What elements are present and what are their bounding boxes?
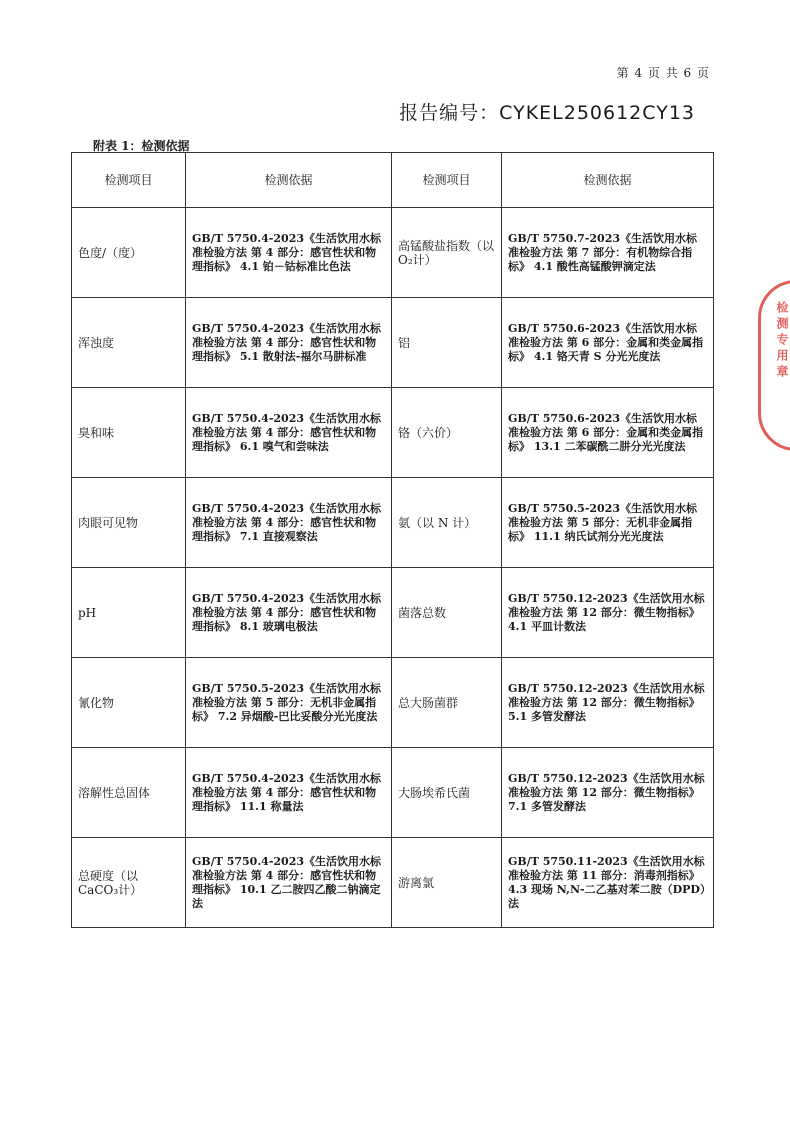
test-basis: GB/T 5750.6-2023《生活饮用水标准检验方法 第 6 部分：金属和类金属指标》 4.1 铬天青 S 分光光度法 (502, 298, 714, 388)
test-item: 游离氯 (392, 838, 502, 928)
table-row (72, 658, 714, 748)
column-header: 检测依据 (186, 153, 392, 208)
test-basis: GB/T 5750.6-2023《生活饮用水标准检验方法 第 6 部分：金属和类金属指标》 13.1 二苯碳酰二肼分光光度法 (502, 388, 714, 478)
table-row (72, 208, 714, 298)
detection-basis-table (71, 152, 714, 928)
test-basis: GB/T 5750.12-2023《生活饮用水标准检验方法 第 12 部分：微生物指标》 7.1 多管发酵法 (502, 748, 714, 838)
test-item: 铝 (392, 298, 502, 388)
test-item: 总大肠菌群 (392, 658, 502, 748)
test-item: 溶解性总固体 (72, 748, 186, 838)
table-row (72, 568, 714, 658)
table-row (72, 478, 714, 568)
test-item: 大肠埃希氏菌 (392, 748, 502, 838)
test-basis: GB/T 5750.12-2023《生活饮用水标准检验方法 第 12 部分：微生物指标》 4.1 平皿计数法 (502, 568, 714, 658)
table-row (72, 748, 714, 838)
test-item: 氨（以 N 计） (392, 478, 502, 568)
column-header: 检测依据 (502, 153, 714, 208)
table-row (72, 838, 714, 928)
report-number: 报告编号：CYKEL250612CY13 (399, 102, 695, 124)
test-item: 肉眼可见物 (72, 478, 186, 568)
test-item: 浑浊度 (72, 298, 186, 388)
test-item: pH (72, 568, 186, 658)
test-item: 铬（六价） (392, 388, 502, 478)
test-basis: GB/T 5750.4-2023《生活饮用水标准检验方法 第 4 部分：感官性状和物理指标》 6.1 嗅气和尝味法 (186, 388, 392, 478)
test-basis: GB/T 5750.7-2023《生活饮用水标准检验方法 第 7 部分：有机物综合指标》 4.1 酸性高锰酸钾滴定法 (502, 208, 714, 298)
test-basis: GB/T 5750.4-2023《生活饮用水标准检验方法 第 4 部分：感官性状和物理指标》 4.1 铂－钴标准比色法 (186, 208, 392, 298)
table-header-row (72, 153, 714, 208)
table-row (72, 388, 714, 478)
stamp-text: 检测专用章 (775, 301, 789, 381)
test-basis: GB/T 5750.4-2023《生活饮用水标准检验方法 第 4 部分：感官性状和物理指标》 7.1 直接观察法 (186, 478, 392, 568)
test-basis: GB/T 5750.4-2023《生活饮用水标准检验方法 第 4 部分：感官性状和物理指标》 11.1 称量法 (186, 748, 392, 838)
test-basis: GB/T 5750.12-2023《生活饮用水标准检验方法 第 12 部分：微生物指标》 5.1 多管发酵法 (502, 658, 714, 748)
test-basis: GB/T 5750.11-2023《生活饮用水标准检验方法 第 11 部分：消毒剂指标》 4.3 现场 N,N-二乙基对苯二胺（DPD）法 (502, 838, 714, 928)
test-basis: GB/T 5750.4-2023《生活饮用水标准检验方法 第 4 部分：感官性状和物理指标》 8.1 玻璃电极法 (186, 568, 392, 658)
test-basis: GB/T 5750.4-2023《生活饮用水标准检验方法 第 4 部分：感官性状和物理指标》 5.1 散射法-福尔马肼标准 (186, 298, 392, 388)
test-item: 臭和味 (72, 388, 186, 478)
page-number: 第 4 页 共 6 页 (616, 66, 710, 80)
test-item: 色度/（度） (72, 208, 186, 298)
table-row (72, 298, 714, 388)
appendix-title: 附表 1：检测依据 (93, 139, 190, 153)
test-item: 总硬度（以 CaCO₃计） (72, 838, 186, 928)
test-item: 氰化物 (72, 658, 186, 748)
test-basis: GB/T 5750.5-2023《生活饮用水标准检验方法 第 5 部分：无机非金属指标》 11.1 纳氏试剂分光光度法 (502, 478, 714, 568)
test-item: 高锰酸盐指数（以O₂计） (392, 208, 502, 298)
test-basis: GB/T 5750.5-2023《生活饮用水标准检验方法 第 5 部分：无机非金属指标》 7.2 异烟酸-巴比妥酸分光光度法 (186, 658, 392, 748)
column-header: 检测项目 (72, 153, 186, 208)
test-basis: GB/T 5750.4-2023《生活饮用水标准检验方法 第 4 部分：感官性状和物理指标》 10.1 乙二胺四乙酸二钠滴定法 (186, 838, 392, 928)
column-header: 检测项目 (392, 153, 502, 208)
red-seal-stamp (758, 280, 790, 451)
test-item: 菌落总数 (392, 568, 502, 658)
